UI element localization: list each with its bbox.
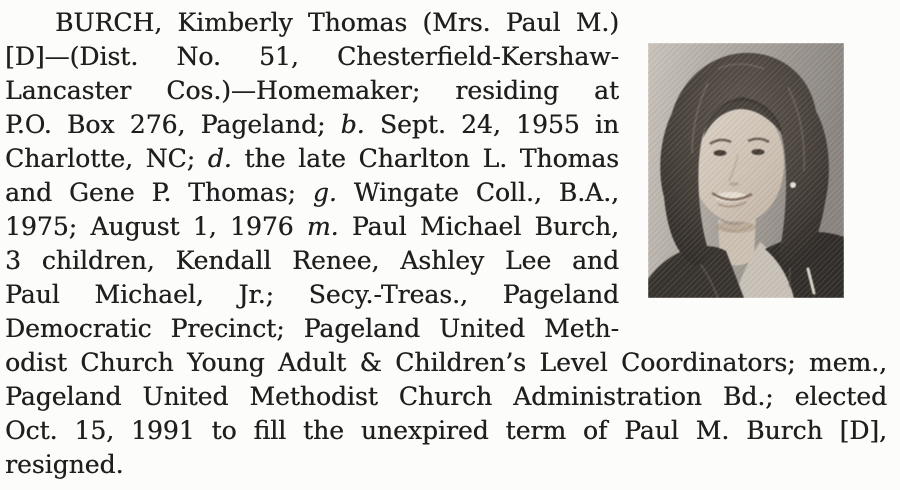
bio-line-1 — [5, 6, 619, 40]
bio-text-segment: Lancaster Cos.)—Homemaker; residing at — [5, 76, 619, 105]
bio-text-segment: 1975; August 1, 1976 — [5, 212, 307, 241]
bio-line-11 — [5, 346, 887, 380]
bio-text-segment: P.O. Box 276, Pageland; — [5, 110, 341, 139]
biography-entry — [5, 6, 887, 482]
bio-text-segment: Democratic Precinct; Pageland United Meth- — [5, 314, 619, 343]
bio-line-6 — [5, 176, 619, 210]
bio-text-segment: Oct. 15, 1991 to fill the unexpired term of Paul M. Burch [D], — [5, 416, 887, 445]
bio-line-10 — [5, 312, 619, 346]
bio-line-13 — [5, 414, 887, 448]
bio-name-heading: BURCH, Kimberly Thomas (Mrs. Paul M.) — [55, 8, 619, 37]
abbrev-married: m. — [306, 212, 339, 241]
bio-text-segment: Paul Michael Burch, — [338, 212, 620, 241]
bio-text-segment: [D]—(Dist. No. 51, Chesterfield-Kershaw- — [5, 42, 619, 71]
bio-line-9 — [5, 278, 619, 312]
bio-text-segment: resigned. — [5, 450, 124, 479]
bio-line-12 — [5, 380, 887, 414]
bio-text-segment: Sept. 24, 1955 in — [364, 110, 619, 139]
bio-line-8 — [5, 244, 619, 278]
bio-text-segment: odist Church Young Adult & Children’s Level Coordinators; mem., — [5, 348, 887, 377]
abbrev-graduated: g. — [312, 178, 337, 207]
bio-line-14 — [5, 448, 887, 482]
bio-line-2 — [5, 40, 619, 74]
bio-text-segment: Wingate Coll., B.A., — [336, 178, 619, 207]
bio-text-segment: Paul Michael, Jr.; Secy.-Treas., Pageland — [5, 280, 619, 309]
bio-text-segment: and Gene P. Thomas; — [5, 178, 313, 207]
bio-line-5 — [5, 142, 619, 176]
abbrev-daughter: d. — [207, 144, 232, 173]
bio-line-7 — [5, 210, 619, 244]
bio-text-segment: Charlotte, NC; — [5, 144, 208, 173]
bio-line-3 — [5, 74, 619, 108]
bio-text-segment: Pageland United Methodist Church Administration Bd.; elected — [5, 382, 887, 411]
bio-line-4 — [5, 108, 619, 142]
bio-text-segment: the late Charlton L. Thomas — [231, 144, 620, 173]
bio-text-segment: 3 children, Kendall Renee, Ashley Lee and — [5, 246, 619, 275]
abbrev-born: b. — [340, 110, 365, 139]
